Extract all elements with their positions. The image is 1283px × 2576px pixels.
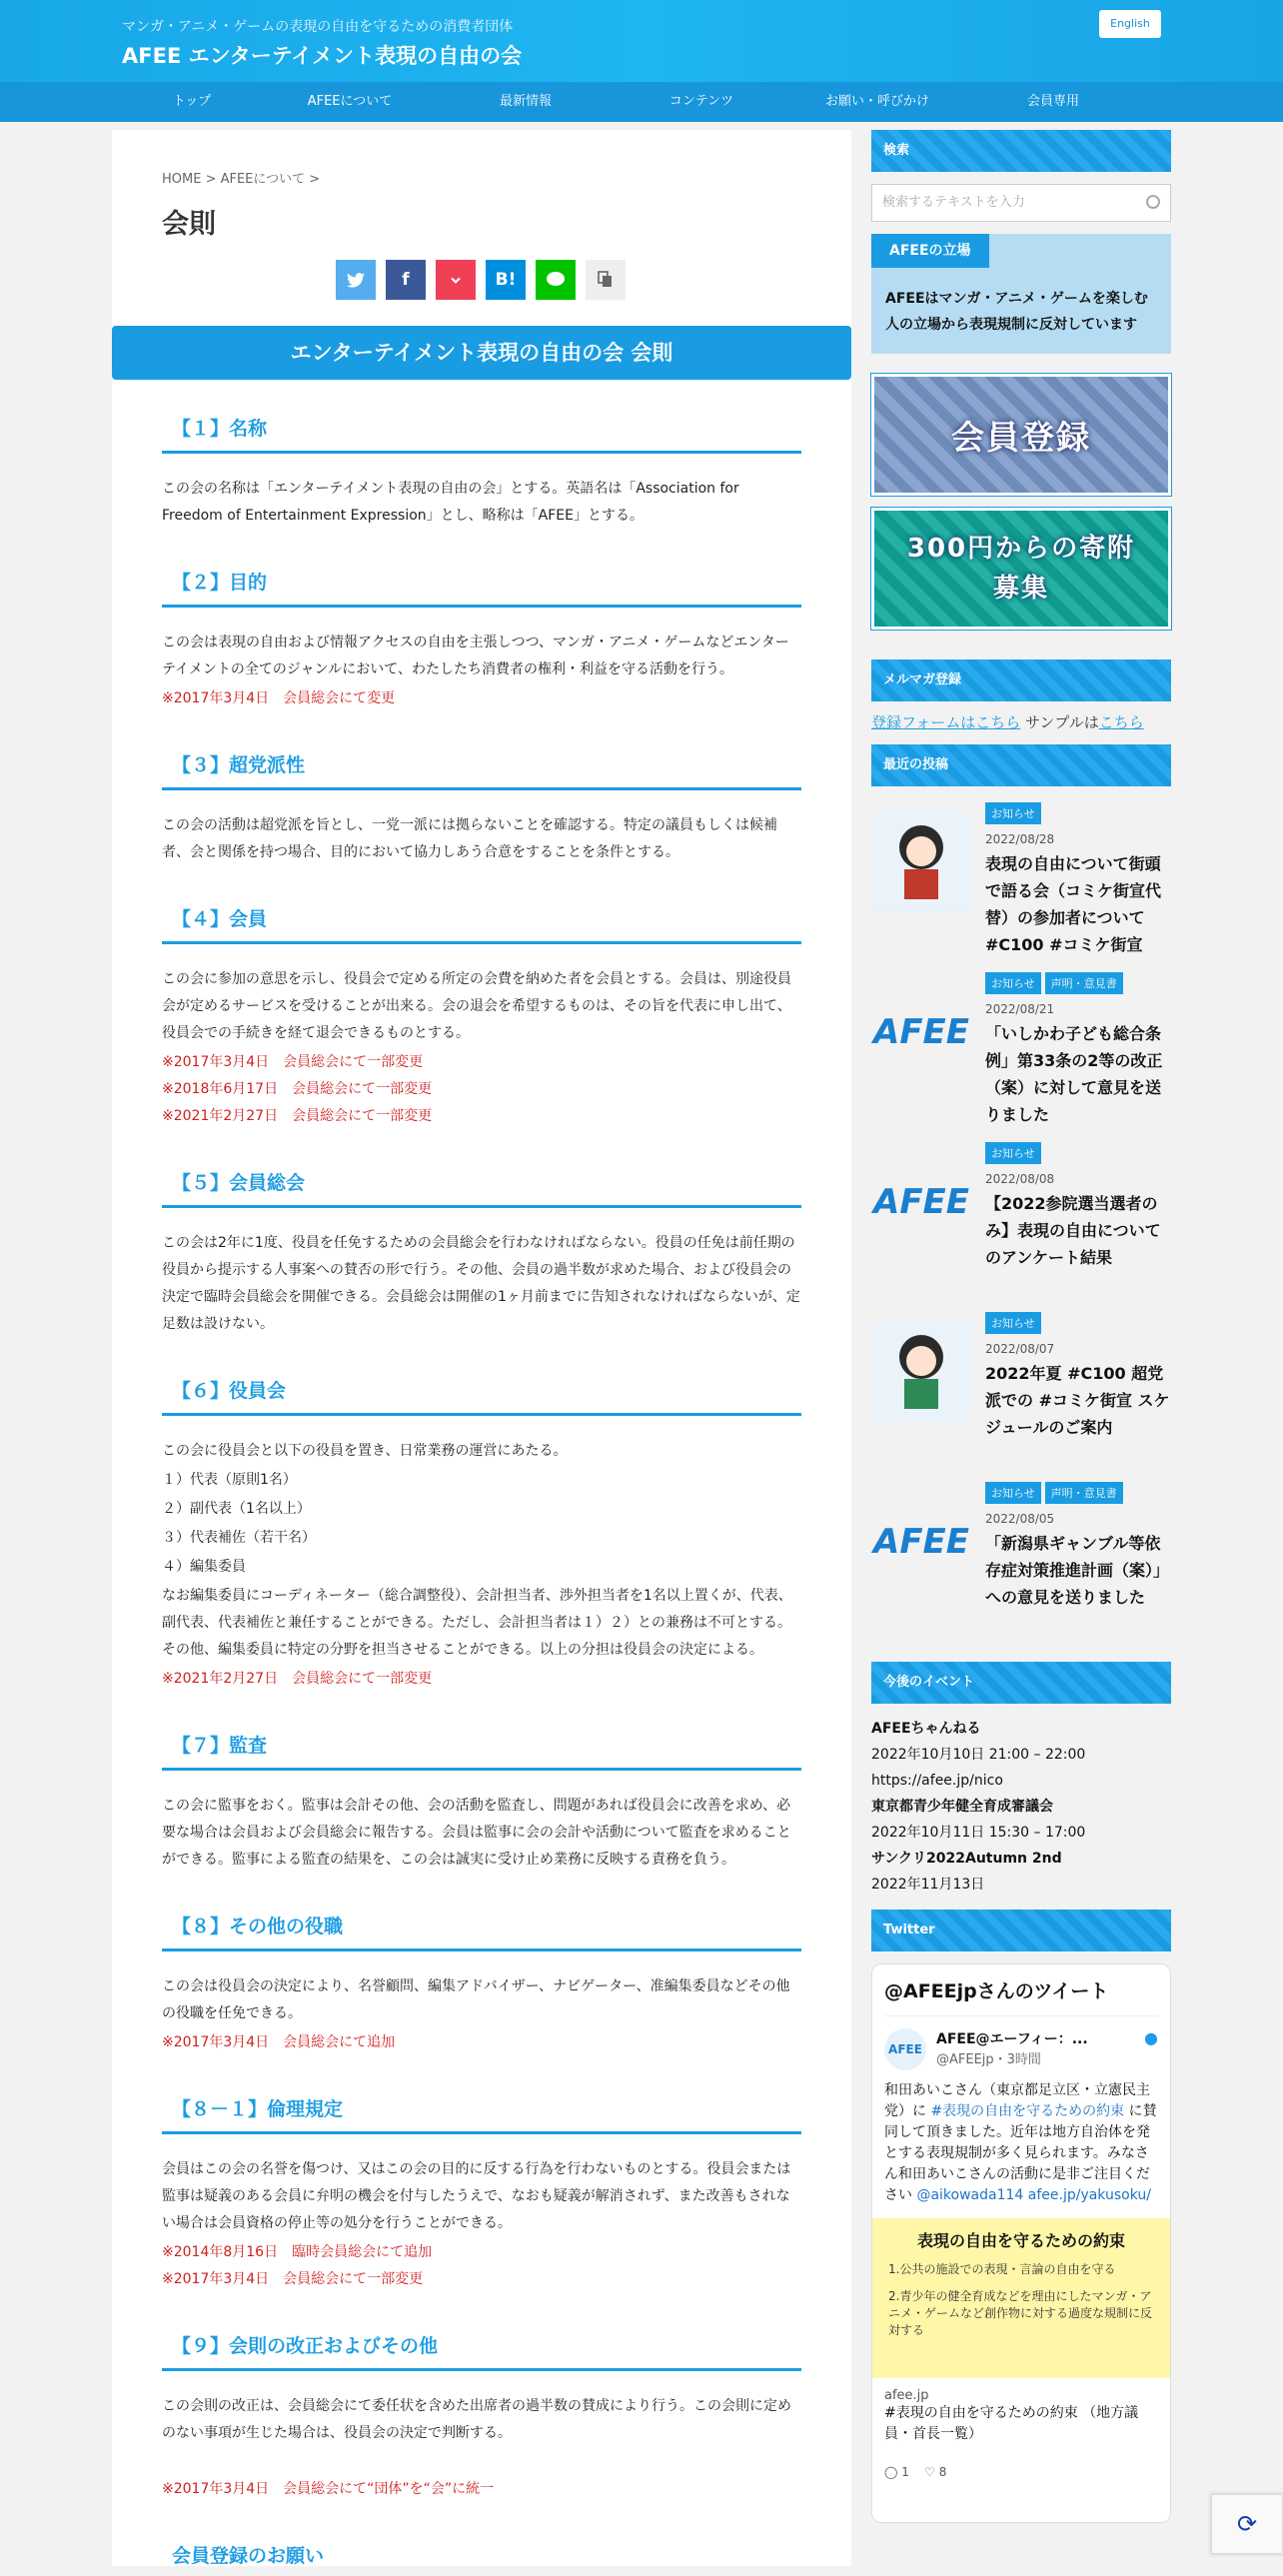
tweet-text: 和田あいこさん（東京都足立区・立憲民主党）に #表現の自由を守るための約束 に賛同して頂きました。近年は地方自治体を発とする表現規制が多く見られます。みなさん和田あいこさんの活動に是非ご注目ください @aikowada114 afee.jp/yakusoku/ <box>884 2082 1157 2203</box>
section-paragraph: この会は表現の自由および情報アクセスの自由を主張しつつ、マンガ・アニメ・ゲームなどエンターテイメントの全てのジャンルにおいて、わたしたち消費者の権利・利益を守る活動を行う。 <box>162 635 789 677</box>
recaptcha-badge[interactable] <box>1211 2494 1283 2554</box>
breadcrumb[interactable]: HOME > AFEEについて > <box>162 172 321 187</box>
pocket-share-button[interactable] <box>436 260 476 300</box>
afee-logo: AFEE <box>873 1182 969 1222</box>
card-line-1: 1.公共の施設での表現・言論の自由を守る <box>888 2262 1116 2276</box>
search-icon[interactable] <box>1146 195 1160 209</box>
hatena-share-button[interactable]: B! <box>486 260 526 300</box>
recent-posts-heading: 最近の投稿 <box>871 744 1171 786</box>
rules-section <box>162 1160 801 1338</box>
mention-link[interactable]: @aikowada114 afee.jp/yakusoku/ <box>916 2187 1151 2203</box>
search-input[interactable] <box>871 184 1171 222</box>
rules-section <box>162 2086 801 2293</box>
section-paragraph: この会は2年に1度、役員を任免するための会員総会を行わなければならない。役員の任免は前任期の役員から提示する人事案への賛否の形で行う。その他、会員の過半数が求めた場合、および役員会の決定で臨時会員総会を開催できる。会員総会は開催の1ヶ月前までに告知されなければならないが、定足数は設けない。 <box>162 1235 800 1332</box>
tweet-author-name[interactable]: AFEE@エーフィー：... <box>936 2031 1088 2047</box>
search-placeholder: 検索するテキストを入力 <box>882 195 1025 210</box>
post-item[interactable] <box>871 798 1171 968</box>
page-title: 会則 <box>162 209 216 240</box>
section-heading: 【９】会則の改正およびその他 <box>162 2323 801 2371</box>
sample-link[interactable]: こちら <box>1098 713 1144 731</box>
card-title: 表現の自由を守るための約束 <box>916 2231 1125 2250</box>
post-thumbnail[interactable] <box>871 1492 971 1592</box>
rules-section <box>162 2323 801 2503</box>
tweet-actions <box>884 2465 1158 2479</box>
main-content <box>112 130 851 2566</box>
rules-section <box>162 896 801 1130</box>
facebook-share-button[interactable]: f <box>386 260 426 300</box>
twitter-heading: Twitter <box>871 1910 1171 1951</box>
section-heading: 【２】目的 <box>162 560 801 608</box>
recaptcha-icon: ⟳ <box>1236 2510 1258 2538</box>
rules-section <box>162 406 801 530</box>
link-title[interactable]: #表現の自由を守るための約束 （地方議員・首長一覧） <box>884 2405 1139 2442</box>
afee-logo: AFEE <box>873 1012 969 1052</box>
category-tag[interactable]: お知らせ <box>985 1482 1041 1504</box>
timeline-header[interactable]: @AFEEjpさんのツイート <box>884 1976 1158 2016</box>
hashtag-link[interactable]: #表現の自由を守るための約束 <box>930 2103 1125 2119</box>
section-paragraph: この会に参加の意思を示し、役員会で定める所定の会費を納めた者を会員とする。会員は、別途役員会が定めるサービスを受けることが出来る。会の退会を希望するものは、その旨を代表に申し出て、役員会での手続きを経て退会できるものとする。 <box>162 971 791 1041</box>
post-date: 2022/08/07 <box>985 1342 1055 1356</box>
search-heading: 検索 <box>871 130 1171 172</box>
line-share-button[interactable] <box>536 260 576 300</box>
like-count: 8 <box>938 2465 947 2479</box>
amendment-note: ※2021年2月27日 会員総会にて一部変更 <box>162 1671 433 1687</box>
events-heading: 今後のイベント <box>871 1662 1171 1704</box>
post-thumbnail[interactable] <box>871 982 971 1082</box>
newsletter-heading: メルマガ登録 <box>871 659 1171 701</box>
section-paragraph: この会の活動は超党派を旨とし、一党一派には拠らないことを確認する。特定の議員もしくは候補者、会と関係を持つ場合、目的において協力しあう合意をすることを条件とする。 <box>162 817 777 860</box>
nav-top[interactable]: トップ <box>172 94 212 109</box>
category-tag[interactable]: お知らせ <box>985 972 1041 994</box>
newsletter-form-link[interactable]: 登録フォームはこちら <box>871 713 1021 731</box>
amendment-note: ※2021年2月27日 会員総会にて一部変更 <box>162 1108 433 1124</box>
stance-text: AFEEはマンガ・アニメ・ゲームを楽しむ人の立場から表現規制に反対しています <box>885 291 1148 333</box>
post-date: 2022/08/21 <box>985 1002 1055 1016</box>
rules-section <box>162 1368 801 1693</box>
event-time: 2022年10月10日 21:00 – 22:00 <box>871 1747 1086 1763</box>
afee-logo: AFEE <box>873 1522 969 1562</box>
english-button[interactable]: English <box>1099 10 1161 38</box>
event-time: https://afee.jp/nico <box>871 1773 1003 1789</box>
section-heading: 【８】その他の役職 <box>162 1904 801 1951</box>
event-name[interactable]: サンクリ2022Autumn 2nd <box>871 1851 1062 1867</box>
amendment-note: ※2017年3月4日 会員総会にて追加 <box>162 2034 396 2050</box>
post-item[interactable] <box>871 1138 1171 1308</box>
sidebar <box>871 130 1171 2523</box>
rules-section <box>162 742 801 866</box>
main-nav <box>0 82 1283 122</box>
reply-icon[interactable]: ◯ <box>884 2465 898 2479</box>
rules-content <box>162 406 801 2576</box>
amendment-note: ※2017年3月4日 会員総会にて変更 <box>162 690 396 706</box>
post-title[interactable]: 表現の自由について街頭で語る会（コミケ街宣代替）の参加者について #C100 #コミケ街宣 <box>985 854 1162 954</box>
category-tag[interactable]: 声明・意見書 <box>1045 1482 1123 1504</box>
category-tag[interactable]: お知らせ <box>985 1312 1041 1334</box>
post-thumbnail[interactable] <box>871 1152 971 1252</box>
site-title[interactable]: AFEE エンターテイメント表現の自由の会 <box>122 44 523 68</box>
like-icon[interactable]: ♡ <box>924 2465 935 2479</box>
event-name[interactable]: AFEEちゃんねる <box>871 1721 981 1737</box>
section-heading: 【１】名称 <box>162 406 801 454</box>
post-title[interactable]: 「いしかわ子ども総合条例」第33条の2等の改正（案）に対して意見を送りました <box>985 1024 1163 1124</box>
tweet-author[interactable] <box>884 2028 1158 2070</box>
section-paragraph: １）代表（原則1名） <box>162 1472 297 1488</box>
post-date: 2022/08/08 <box>985 1172 1055 1186</box>
section-paragraph: この会は役員会の決定により、名誉顧問、編集アドバイザー、ナビゲーター、准編集委員などその他の役職を任免できる。 <box>162 1978 790 2021</box>
post-thumbnail[interactable] <box>871 1322 971 1422</box>
link-domain: afee.jp <box>884 2388 929 2403</box>
section-heading: 【７】監査 <box>162 1723 801 1771</box>
category-tag[interactable]: 声明・意見書 <box>1045 972 1123 994</box>
stance-box <box>871 234 1171 354</box>
nav-about[interactable]: AFEEについて <box>307 94 393 109</box>
rules-section <box>162 560 801 712</box>
section-paragraph: ４）編集委員 <box>162 1559 246 1575</box>
section-heading: 【５】会員総会 <box>162 1160 801 1208</box>
recent-posts <box>871 798 1171 1648</box>
section-paragraph: この会則の改正は、会員総会にて委任状を含めた出席者の過半数の賛成により行う。この会則に定めのない事項が生じた場合は、役員会の決定で判断する。 <box>162 2398 791 2441</box>
section-paragraph: この会に監事をおく。監事は会計その他、会の活動を監査し、問題があれば役員会に改善を求め、必要な場合は会員および会員総会に報告する。会員は監事に会の会計や活動について監査を求めることができる。監事による監査の結果を、この会は誠実に受け止め業務に反映する責務を負う。 <box>162 1798 791 1868</box>
nav-news[interactable]: 最新情報 <box>499 94 552 109</box>
post-item[interactable] <box>871 968 1171 1138</box>
amendment-note: ※2017年3月4日 会員総会にて“団体”を“会”に統一 <box>162 2481 495 2497</box>
event-name[interactable]: 東京都青少年健全育成審議会 <box>871 1799 1053 1815</box>
post-title[interactable]: 【2022参院選当選者のみ】表現の自由についてのアンケート結果 <box>985 1194 1161 1267</box>
stance-tab: AFEEの立場 <box>871 234 989 268</box>
section-heading: 【８－１】倫理規定 <box>162 2086 801 2134</box>
section-paragraph: この会の名称は「エンターテイメント表現の自由の会」とする。英語名は「Association for Freedom of Entertainment Expression」とし、略称は「AFEE」とする。 <box>162 481 739 524</box>
amendment-note: ※2018年6月17日 会員総会にて一部変更 <box>162 1081 433 1097</box>
nav-contents[interactable]: コンテンツ <box>668 94 734 109</box>
nav-members[interactable]: 会員専用 <box>1026 94 1079 109</box>
section-paragraph: なお編集委員にコーディネーター（総合調整役）、会計担当者、渉外担当者を1名以上置くが、代表、副代表、代表補佐と兼任することができる。ただし、会計担当者は１）２）との兼務は不可とする。その他、編集委員に特定の分野を担当させることができる。以上の分担は役員会の決定による。 <box>162 1588 792 1658</box>
post-title[interactable]: 2022年夏 #C100 超党派での #コミケ街宣 スケジュールのご案内 <box>985 1364 1170 1437</box>
newsletter-line <box>871 711 1171 732</box>
nav-requests[interactable]: お願い・呼びかけ <box>824 94 929 109</box>
card-line-2: 2.青少年の健全育成などを理由にしたマンガ・アニメ・ゲームなど創作物に対する過度な規制に反対する <box>888 2289 1153 2337</box>
member-signup-banner[interactable]: 会員登録 <box>871 374 1171 496</box>
twitter-bird-icon: ● <box>1144 2028 1158 2047</box>
amendment-note: ※2014年8月16日 臨時会員総会にて追加 <box>162 2244 433 2260</box>
reply-count: 1 <box>901 2465 909 2479</box>
twitter-timeline <box>871 1963 1171 2523</box>
events-list <box>871 1716 1171 1898</box>
post-thumbnail[interactable] <box>871 812 971 912</box>
rules-banner: エンターテイメント表現の自由の会 会則 <box>112 326 851 380</box>
section-paragraph: ３）代表補佐（若干名） <box>162 1530 316 1546</box>
section-paragraph: 会員はこの会の名誉を傷つけ、又はこの会の目的に反する行為を行わないものとする。役員会または監事は疑義のある会員に弁明の機会を付与したうえで、なおも疑義が解消されず、また改善もされない場合は会員資格の停止等の処分を行うことができる。 <box>162 2161 791 2231</box>
section-heading: 【４】会員 <box>162 896 801 944</box>
post-title[interactable]: 「新潟県ギャンブル等依存症対策推進計画（案）」への意見を送りました <box>985 1534 1170 1607</box>
donation-banner[interactable]: 300円からの寄附募集 <box>871 508 1171 630</box>
rules-section <box>162 1904 801 2056</box>
amendment-note <box>162 2449 801 2476</box>
post-item[interactable] <box>871 1308 1171 1478</box>
section-paragraph: ２）副代表（1名以上） <box>162 1501 311 1517</box>
section-heading: 【３】超党派性 <box>162 742 801 790</box>
avatar[interactable]: AFEE <box>884 2028 926 2070</box>
section-paragraph: この会に役員会と以下の役員を置き、日常業務の運営にあたる。 <box>162 1443 568 1459</box>
amendment-note: ※2017年3月4日 会員総会にて一部変更 <box>162 1054 424 1070</box>
category-tag[interactable]: お知らせ <box>985 802 1041 824</box>
share-buttons <box>336 260 626 300</box>
signup-heading: 会員登録のお願い <box>172 2545 325 2567</box>
amendment-note: ※2017年3月4日 会員総会にて一部変更 <box>162 2271 424 2287</box>
tweet-author-handle: @AFEEjp・3時間 <box>936 2052 1041 2067</box>
rules-section <box>162 1723 801 1874</box>
tweet-card-image[interactable] <box>872 2218 1170 2378</box>
site-header <box>0 0 1283 82</box>
section-heading: 【６】役員会 <box>162 1368 801 1416</box>
category-tag[interactable]: お知らせ <box>985 1142 1041 1164</box>
event-time: 2022年10月11日 15:30 – 17:00 <box>871 1825 1086 1841</box>
post-date: 2022/08/28 <box>985 832 1055 846</box>
event-time: 2022年11月13日 <box>871 1877 985 1893</box>
twitter-share-button[interactable] <box>336 260 376 300</box>
site-tagline: マンガ・アニメ・ゲームの表現の自由を守るための消費者団体 <box>122 19 514 35</box>
post-item[interactable] <box>871 1478 1171 1648</box>
post-date: 2022/08/05 <box>985 1512 1055 1526</box>
copy-link-button[interactable] <box>586 260 626 300</box>
sample-label: サンプルは <box>1025 713 1099 731</box>
